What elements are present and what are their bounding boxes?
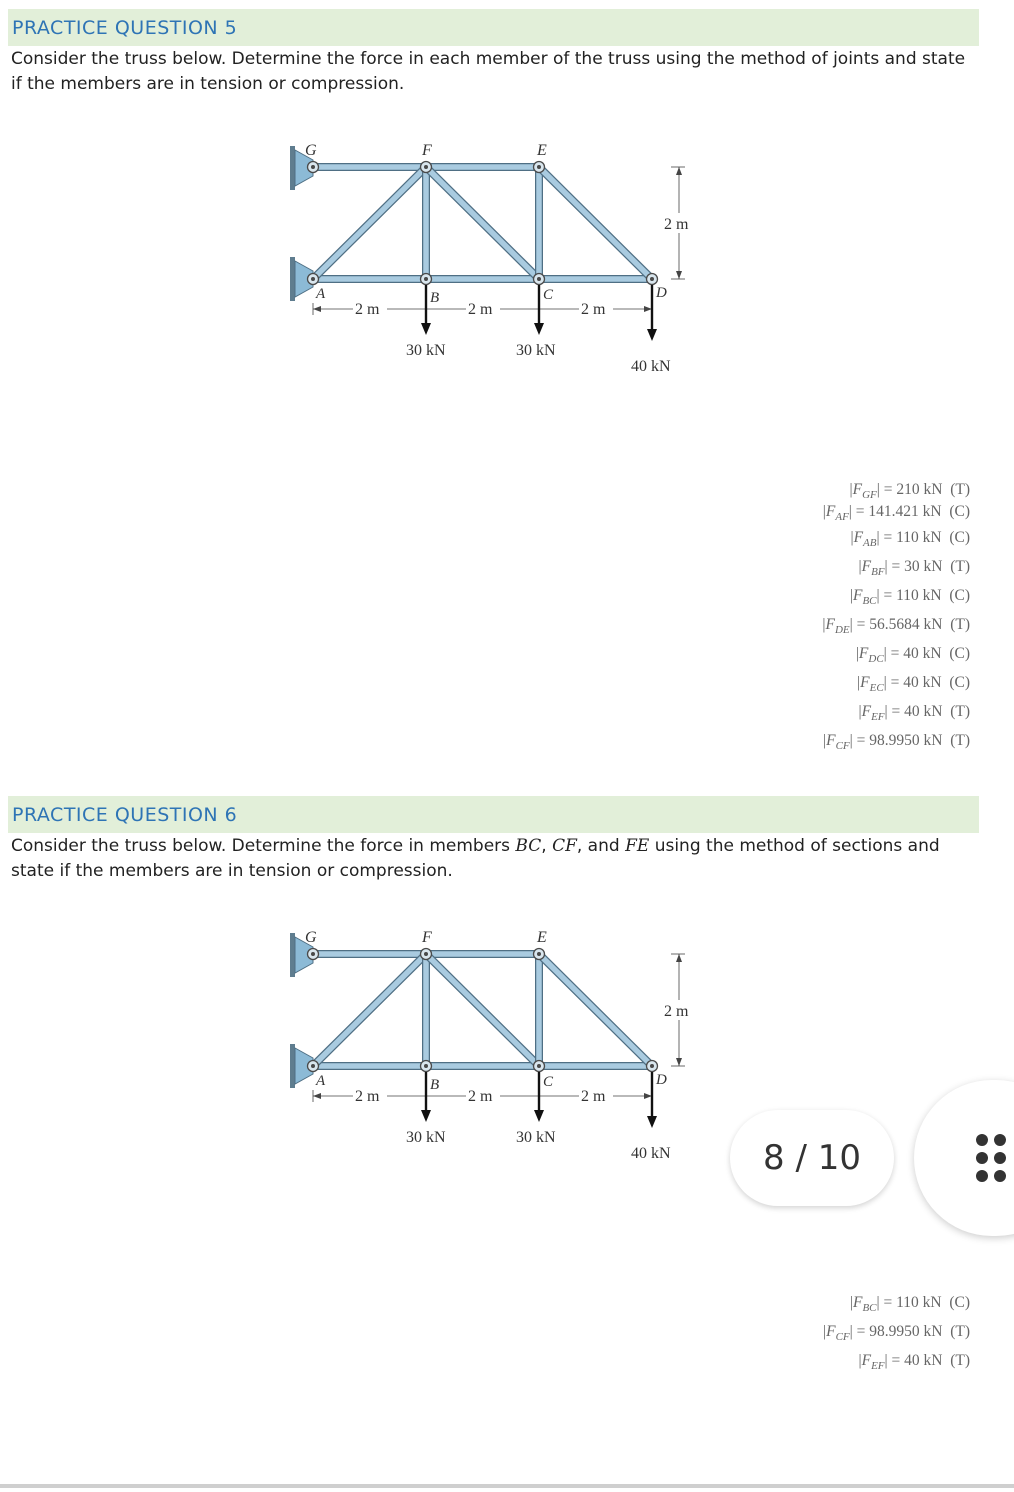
label-g: G: [305, 142, 317, 159]
answer-fde: $|F_{DE}| = 56.5684$ kN (T): [822, 616, 970, 637]
answer-fab: $|F_{AB}| = 110$ kN (C): [850, 529, 970, 550]
q6-title: PRACTICE QUESTION 6: [12, 804, 238, 826]
label-a: A: [316, 286, 326, 302]
joint-pin-d: [650, 1064, 654, 1068]
label-f: F: [422, 929, 432, 946]
member-ed: [539, 167, 652, 279]
wall-hatch: [290, 1044, 295, 1088]
load-c-label: 30 kN: [516, 342, 556, 359]
load-c-label: 30 kN: [516, 1129, 556, 1146]
member-fc: [426, 954, 539, 1066]
dim-arrow-up: [676, 167, 682, 175]
q6-truss-diagram: [270, 922, 710, 1172]
dim-arrow-up: [676, 954, 682, 962]
label-g: G: [305, 929, 317, 946]
label-a: A: [316, 1073, 326, 1089]
joint-pin-a: [311, 277, 315, 281]
member-bc: BC: [515, 836, 542, 856]
answer-fbf: $|F_{BF}| = 30$ kN (T): [858, 558, 970, 579]
dim-height-label: 2 m: [664, 216, 689, 233]
joint-pin-e: [537, 952, 541, 956]
label-c: C: [543, 1074, 554, 1090]
dim-span-label-3: 2 m: [581, 1088, 606, 1105]
q6-header: [8, 796, 979, 833]
load-c-arrow-head: [534, 323, 544, 335]
page-counter: 8 / 10: [730, 1110, 894, 1206]
member-cf: CF: [552, 836, 577, 856]
joint-pin-b: [424, 1064, 428, 1068]
dim-span-label-1: 2 m: [355, 1088, 380, 1105]
dim-span-arrow-left: [313, 306, 321, 312]
answer-fgf: $|F_{GF}| = 210$ kN (T): [849, 481, 970, 502]
wall-hatch: [290, 933, 295, 977]
load-d-arrow-head: [647, 1116, 657, 1128]
wall-hatch: [290, 146, 295, 190]
label-e: E: [537, 929, 547, 946]
label-d: D: [656, 285, 667, 301]
member-fc: [426, 167, 539, 279]
joint-pin-b: [424, 277, 428, 281]
more-dots-icon: [976, 1134, 1012, 1184]
q6-text: Consider the truss below. Determine the force in members BC, CF, and FE using the method of sections and state if the members are in tension or compression.: [11, 836, 940, 881]
load-b-label: 30 kN: [406, 342, 446, 359]
member-fe: FE: [625, 836, 650, 856]
member-af: [313, 167, 426, 279]
dim-arrow-down: [676, 1058, 682, 1066]
answer-fcf: $|F_{CF}| = 98.9950$ kN (T): [823, 732, 970, 753]
load-b-arrow-head: [421, 323, 431, 335]
label-b: B: [430, 1077, 440, 1093]
joint-pin-e: [537, 165, 541, 169]
joint-pin-a: [311, 1064, 315, 1068]
answer-fef: $|F_{EF}| = 40$ kN (T): [858, 703, 970, 724]
label-d: D: [656, 1072, 667, 1088]
answer-fef: $|F_{EF}| = 40$ kN (T): [858, 1352, 970, 1373]
answer-fcf: $|F_{CF}| = 98.9950$ kN (T): [823, 1323, 970, 1344]
joint-pin-f: [424, 952, 428, 956]
answer-fec: $|F_{EC}| = 40$ kN (C): [857, 674, 970, 695]
joint-pin-g: [311, 165, 315, 169]
member-ed: [539, 954, 652, 1066]
label-f: F: [422, 142, 432, 159]
answer-faf: $|F_{AF}| = 141.421$ kN (C): [822, 503, 970, 524]
q5-title: PRACTICE QUESTION 5: [12, 17, 238, 39]
q5-truss-diagram: [270, 135, 710, 385]
load-d-label: 40 kN: [631, 1145, 671, 1162]
joint-pin-c: [537, 277, 541, 281]
answer-fbc: $|F_{BC}| = 110$ kN (C): [849, 587, 970, 608]
dim-height-label: 2 m: [664, 1003, 689, 1020]
load-c-arrow-head: [534, 1110, 544, 1122]
label-e: E: [537, 142, 547, 159]
member-af: [313, 954, 426, 1066]
load-b-arrow-head: [421, 1110, 431, 1122]
dim-span-label-3: 2 m: [581, 301, 606, 318]
joint-pin-d: [650, 277, 654, 281]
joint-pin-c: [537, 1064, 541, 1068]
page-bottom-border: [0, 1484, 1014, 1488]
answer-fbc: $|F_{BC}| = 110$ kN (C): [849, 1294, 970, 1315]
wall-hatch: [290, 257, 295, 301]
joint-pin-f: [424, 165, 428, 169]
load-d-arrow-head: [647, 329, 657, 341]
dim-arrow-down: [676, 271, 682, 279]
joint-pin-g: [311, 952, 315, 956]
answer-fdc: $|F_{DC}| = 40$ kN (C): [855, 645, 970, 666]
q5-text: Consider the truss below. Determine the force in each member of the truss using the method of joints and state if the members are in tension or compression.: [11, 49, 966, 94]
dim-span-arrow-left: [313, 1093, 321, 1099]
dim-span-label-2: 2 m: [468, 1088, 493, 1105]
q6-answers: [670, 1288, 970, 1375]
q5-answers: [670, 479, 970, 755]
more-options-button[interactable]: [914, 1080, 1014, 1236]
dim-span-label-2: 2 m: [468, 301, 493, 318]
dim-span-label-1: 2 m: [355, 301, 380, 318]
label-c: C: [543, 287, 554, 303]
load-b-label: 30 kN: [406, 1129, 446, 1146]
load-d-label: 40 kN: [631, 358, 671, 375]
q5-header: [8, 9, 979, 46]
label-b: B: [430, 290, 440, 306]
